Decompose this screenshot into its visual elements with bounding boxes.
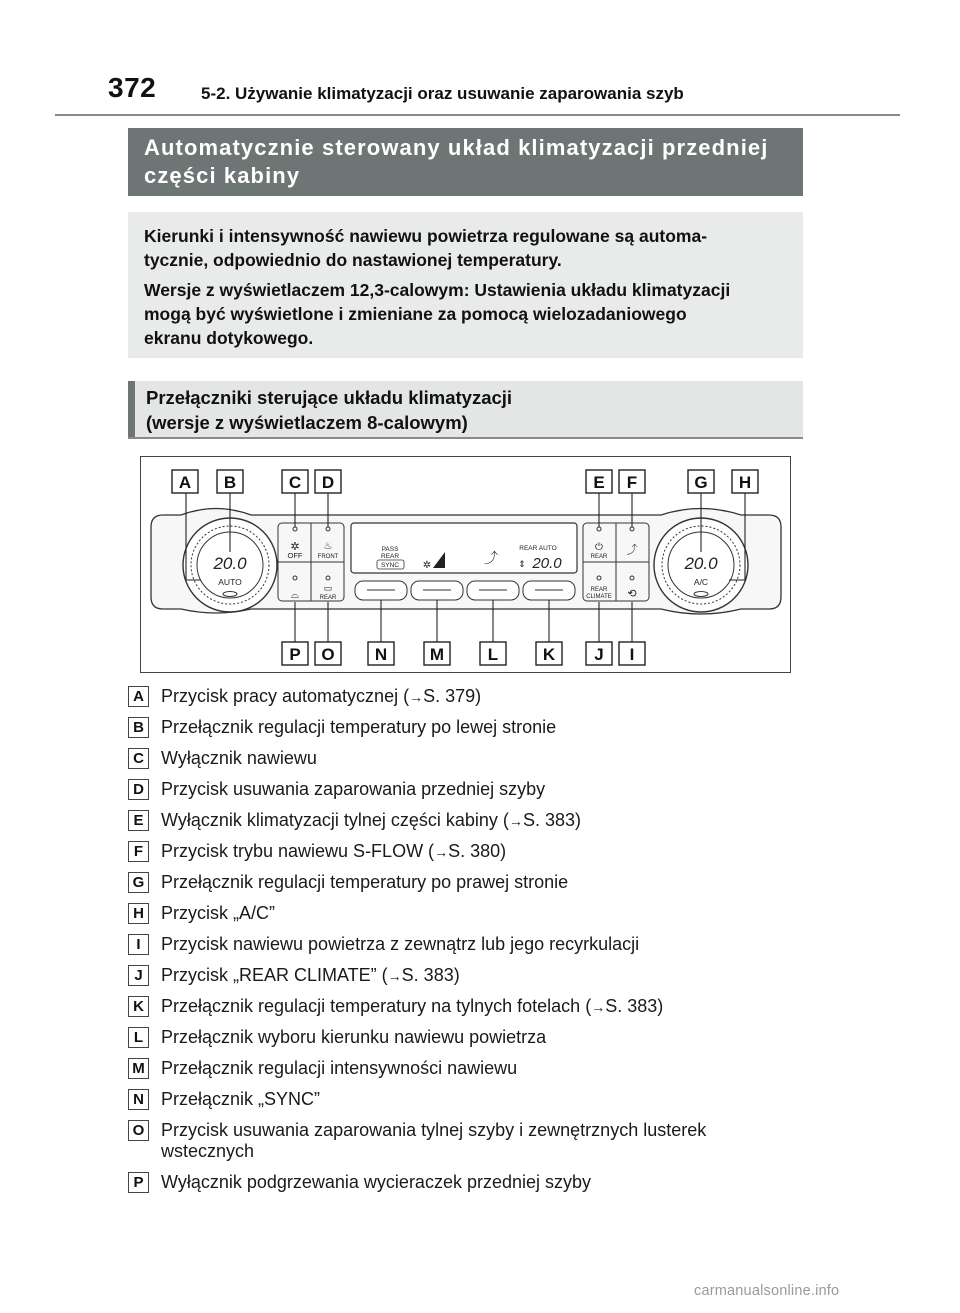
legend-text: Wyłącznik nawiewu	[161, 748, 317, 768]
info-paragraph-2	[144, 278, 791, 350]
legend-item-e	[128, 807, 808, 837]
control-panel-illustration	[141, 457, 792, 674]
watermark: carmanualsonline.info	[694, 1283, 840, 1299]
arrow-right-icon: →	[591, 999, 606, 1015]
legend-text	[161, 810, 801, 832]
callout-b: B	[223, 473, 237, 492]
legend-text: Przełącznik wyboru kierunku nawiewu powietrza	[161, 1027, 547, 1047]
legend-text: Przycisk nawiewu powietrza z zewnątrz lub jego recyrkulacji	[161, 934, 640, 954]
power-icon: ⏻	[595, 542, 603, 553]
legend-text-main: Przełącznik regulacji temperatury na tylnych fotelach (	[161, 996, 592, 1016]
legend-key: E	[128, 810, 149, 831]
fan-off-label: OFF	[287, 551, 303, 560]
callout-g: G	[694, 473, 708, 492]
legend-key: L	[128, 1027, 149, 1048]
arrow-right-icon: →	[387, 968, 402, 984]
page-reference: S. 383)	[522, 810, 581, 830]
callout-l: L	[487, 645, 499, 664]
info-line: ekranu dotykowego.	[144, 328, 314, 348]
section-title-line-1: Automatycznie sterowany układ klimatyzacji przedniej	[144, 135, 769, 160]
legend-text	[161, 686, 801, 708]
info-box	[128, 212, 803, 358]
legend-text: Przycisk „A/C”	[161, 903, 275, 923]
legend-text: Przełącznik „SYNC”	[161, 1089, 321, 1109]
legend-text-line-1: Przycisk usuwania zaparowania tylnej szyby i zewnętrznych lusterek	[161, 1120, 707, 1140]
legend-text: Przełącznik regulacji temperatury po lewej stronie	[161, 717, 557, 737]
legend-key: P	[128, 1172, 149, 1193]
legend-item-i	[128, 931, 808, 961]
legend-item-c	[128, 745, 808, 775]
auto-label: AUTO	[218, 577, 242, 587]
callout-k: K	[542, 645, 556, 664]
legend-key: D	[128, 779, 149, 800]
legend-text: Przełącznik regulacji temperatury po prawej stronie	[161, 872, 569, 892]
section-title	[144, 134, 793, 190]
arrow-right-icon: →	[508, 813, 523, 829]
legend-item-m	[128, 1055, 808, 1085]
legend-key: N	[128, 1089, 149, 1110]
rear-label: REAR	[319, 595, 337, 601]
bottom-callouts	[282, 642, 645, 665]
subsection-title-line-1: Przełączniki sterujące układu klimatyzacji	[146, 387, 513, 408]
rear-temp-updown-icon: ⇕	[518, 559, 526, 569]
legend-item-k	[128, 993, 808, 1023]
legend-key: F	[128, 841, 149, 862]
legend-text	[161, 965, 801, 987]
subsection-title-line-2: (wersje z wyświetlaczem 8-calowym)	[146, 412, 468, 433]
subsection-accent-bar	[128, 381, 135, 437]
callout-a: A	[178, 473, 192, 492]
legend-text: Przycisk usuwania zaparowania przedniej szyby	[161, 779, 546, 799]
info-line: Wersje z wyświetlaczem 12,3-calowym: Ustawienia układu klimatyzacji	[144, 280, 731, 300]
legend-key: B	[128, 717, 149, 738]
legend-item-a	[128, 683, 808, 713]
info-line: Kierunki i intensywność nawiewu powietrza regulowane są automa-	[144, 226, 708, 246]
rear-defog-icon: ▭	[323, 583, 333, 593]
rear-auto-label: REAR AUTO	[519, 545, 557, 552]
legend-text	[161, 996, 801, 1018]
callout-h: H	[738, 473, 752, 492]
fan-icon: ✲	[290, 541, 300, 553]
sync-label: SYNC	[380, 562, 400, 569]
s-flow-icon: ⤴	[626, 544, 638, 556]
legend-key: H	[128, 903, 149, 924]
callout-p: P	[289, 645, 301, 664]
info-line: mogą być wyświetlone i zmieniane za pomocą wielozadaniowego	[144, 304, 687, 324]
callout-e: E	[593, 473, 605, 492]
info-line: tycznie, odpowiednio do nastawionej temperatury.	[144, 250, 562, 270]
recirculation-icon: ⟲	[627, 588, 637, 600]
legend-item-g	[128, 869, 808, 899]
legend-item-j	[128, 962, 808, 992]
pass-rear-label: REAR	[380, 553, 400, 560]
legend-key: O	[128, 1120, 149, 1141]
legend-key: A	[128, 686, 149, 707]
legend-item-h	[128, 900, 808, 930]
airflow-mode-icon: ⤴	[484, 550, 498, 566]
rear-power-label: REAR	[590, 554, 608, 560]
left-temp-readout: 20.0	[213, 554, 247, 573]
legend-text-main: Wyłącznik klimatyzacji tylnej części kabiny (	[161, 810, 509, 830]
legend-text-line-2: wstecznych	[161, 1141, 255, 1161]
top-callouts	[172, 470, 758, 493]
rear-climate-label-2: CLIMATE	[586, 594, 612, 600]
rear-temp-readout: 20.0	[532, 555, 562, 572]
legend-item-d	[128, 776, 808, 806]
legend-key: C	[128, 748, 149, 769]
running-head: 5-2. Używanie klimatyzacji oraz usuwanie zaparowania szyb	[201, 84, 684, 103]
section-banner	[128, 128, 803, 196]
arrow-right-icon: →	[434, 844, 449, 860]
legend-text-main: Przycisk trybu nawiewu S-FLOW (	[161, 841, 435, 861]
legend-text	[161, 1120, 801, 1162]
legend-key: I	[128, 934, 149, 955]
front-defog-icon: ♨	[323, 541, 333, 552]
legend-item-b	[128, 714, 808, 744]
wiper-heater-icon: ⌓	[291, 590, 299, 601]
ac-label: A/C	[693, 577, 709, 587]
page-reference: S. 379)	[423, 686, 482, 706]
legend-key: J	[128, 965, 149, 986]
legend-item-o	[128, 1117, 808, 1161]
legend-key: M	[128, 1058, 149, 1079]
rear-climate-label-1: REAR	[590, 587, 608, 593]
callout-f: F	[626, 473, 638, 492]
callout-o: O	[321, 645, 335, 664]
section-title-line-2: części kabiny	[144, 163, 301, 188]
subsection-heading	[128, 381, 803, 439]
front-label: FRONT	[317, 554, 339, 560]
legend-item-l	[128, 1024, 808, 1054]
legend-text-main: Przycisk „REAR CLIMATE” (	[161, 965, 388, 985]
callout-d: D	[321, 473, 335, 492]
legend-text-main: Przycisk pracy automatycznej (	[161, 686, 410, 706]
legend-text: Przełącznik regulacji intensywności nawiewu	[161, 1058, 518, 1078]
callout-m: M	[429, 645, 445, 664]
legend-text: Wyłącznik podgrzewania wycieraczek przedniej szyby	[161, 1172, 592, 1192]
legend-item-n	[128, 1086, 808, 1116]
callout-j: J	[594, 645, 604, 664]
page-reference: S. 383)	[605, 996, 664, 1016]
right-temp-readout: 20.0	[684, 554, 718, 573]
info-paragraph-1	[144, 224, 791, 272]
control-panel-figure	[140, 456, 791, 673]
callout-i: I	[629, 645, 635, 664]
page-reference: S. 380)	[448, 841, 507, 861]
page-reference: S. 383)	[401, 965, 460, 985]
legend-key: K	[128, 996, 149, 1017]
pass-label: PASS	[381, 546, 399, 553]
callout-c: C	[288, 473, 302, 492]
legend-key: G	[128, 872, 149, 893]
legend-item-f	[128, 838, 808, 868]
page-number: 372	[108, 72, 157, 103]
subsection-title	[146, 385, 512, 435]
fan-speed-icon: ✲	[422, 560, 432, 571]
legend-text	[161, 841, 801, 863]
arrow-right-icon: →	[409, 689, 424, 705]
header-rule	[55, 114, 900, 116]
callout-n: N	[374, 645, 388, 664]
legend-item-p	[128, 1169, 808, 1199]
